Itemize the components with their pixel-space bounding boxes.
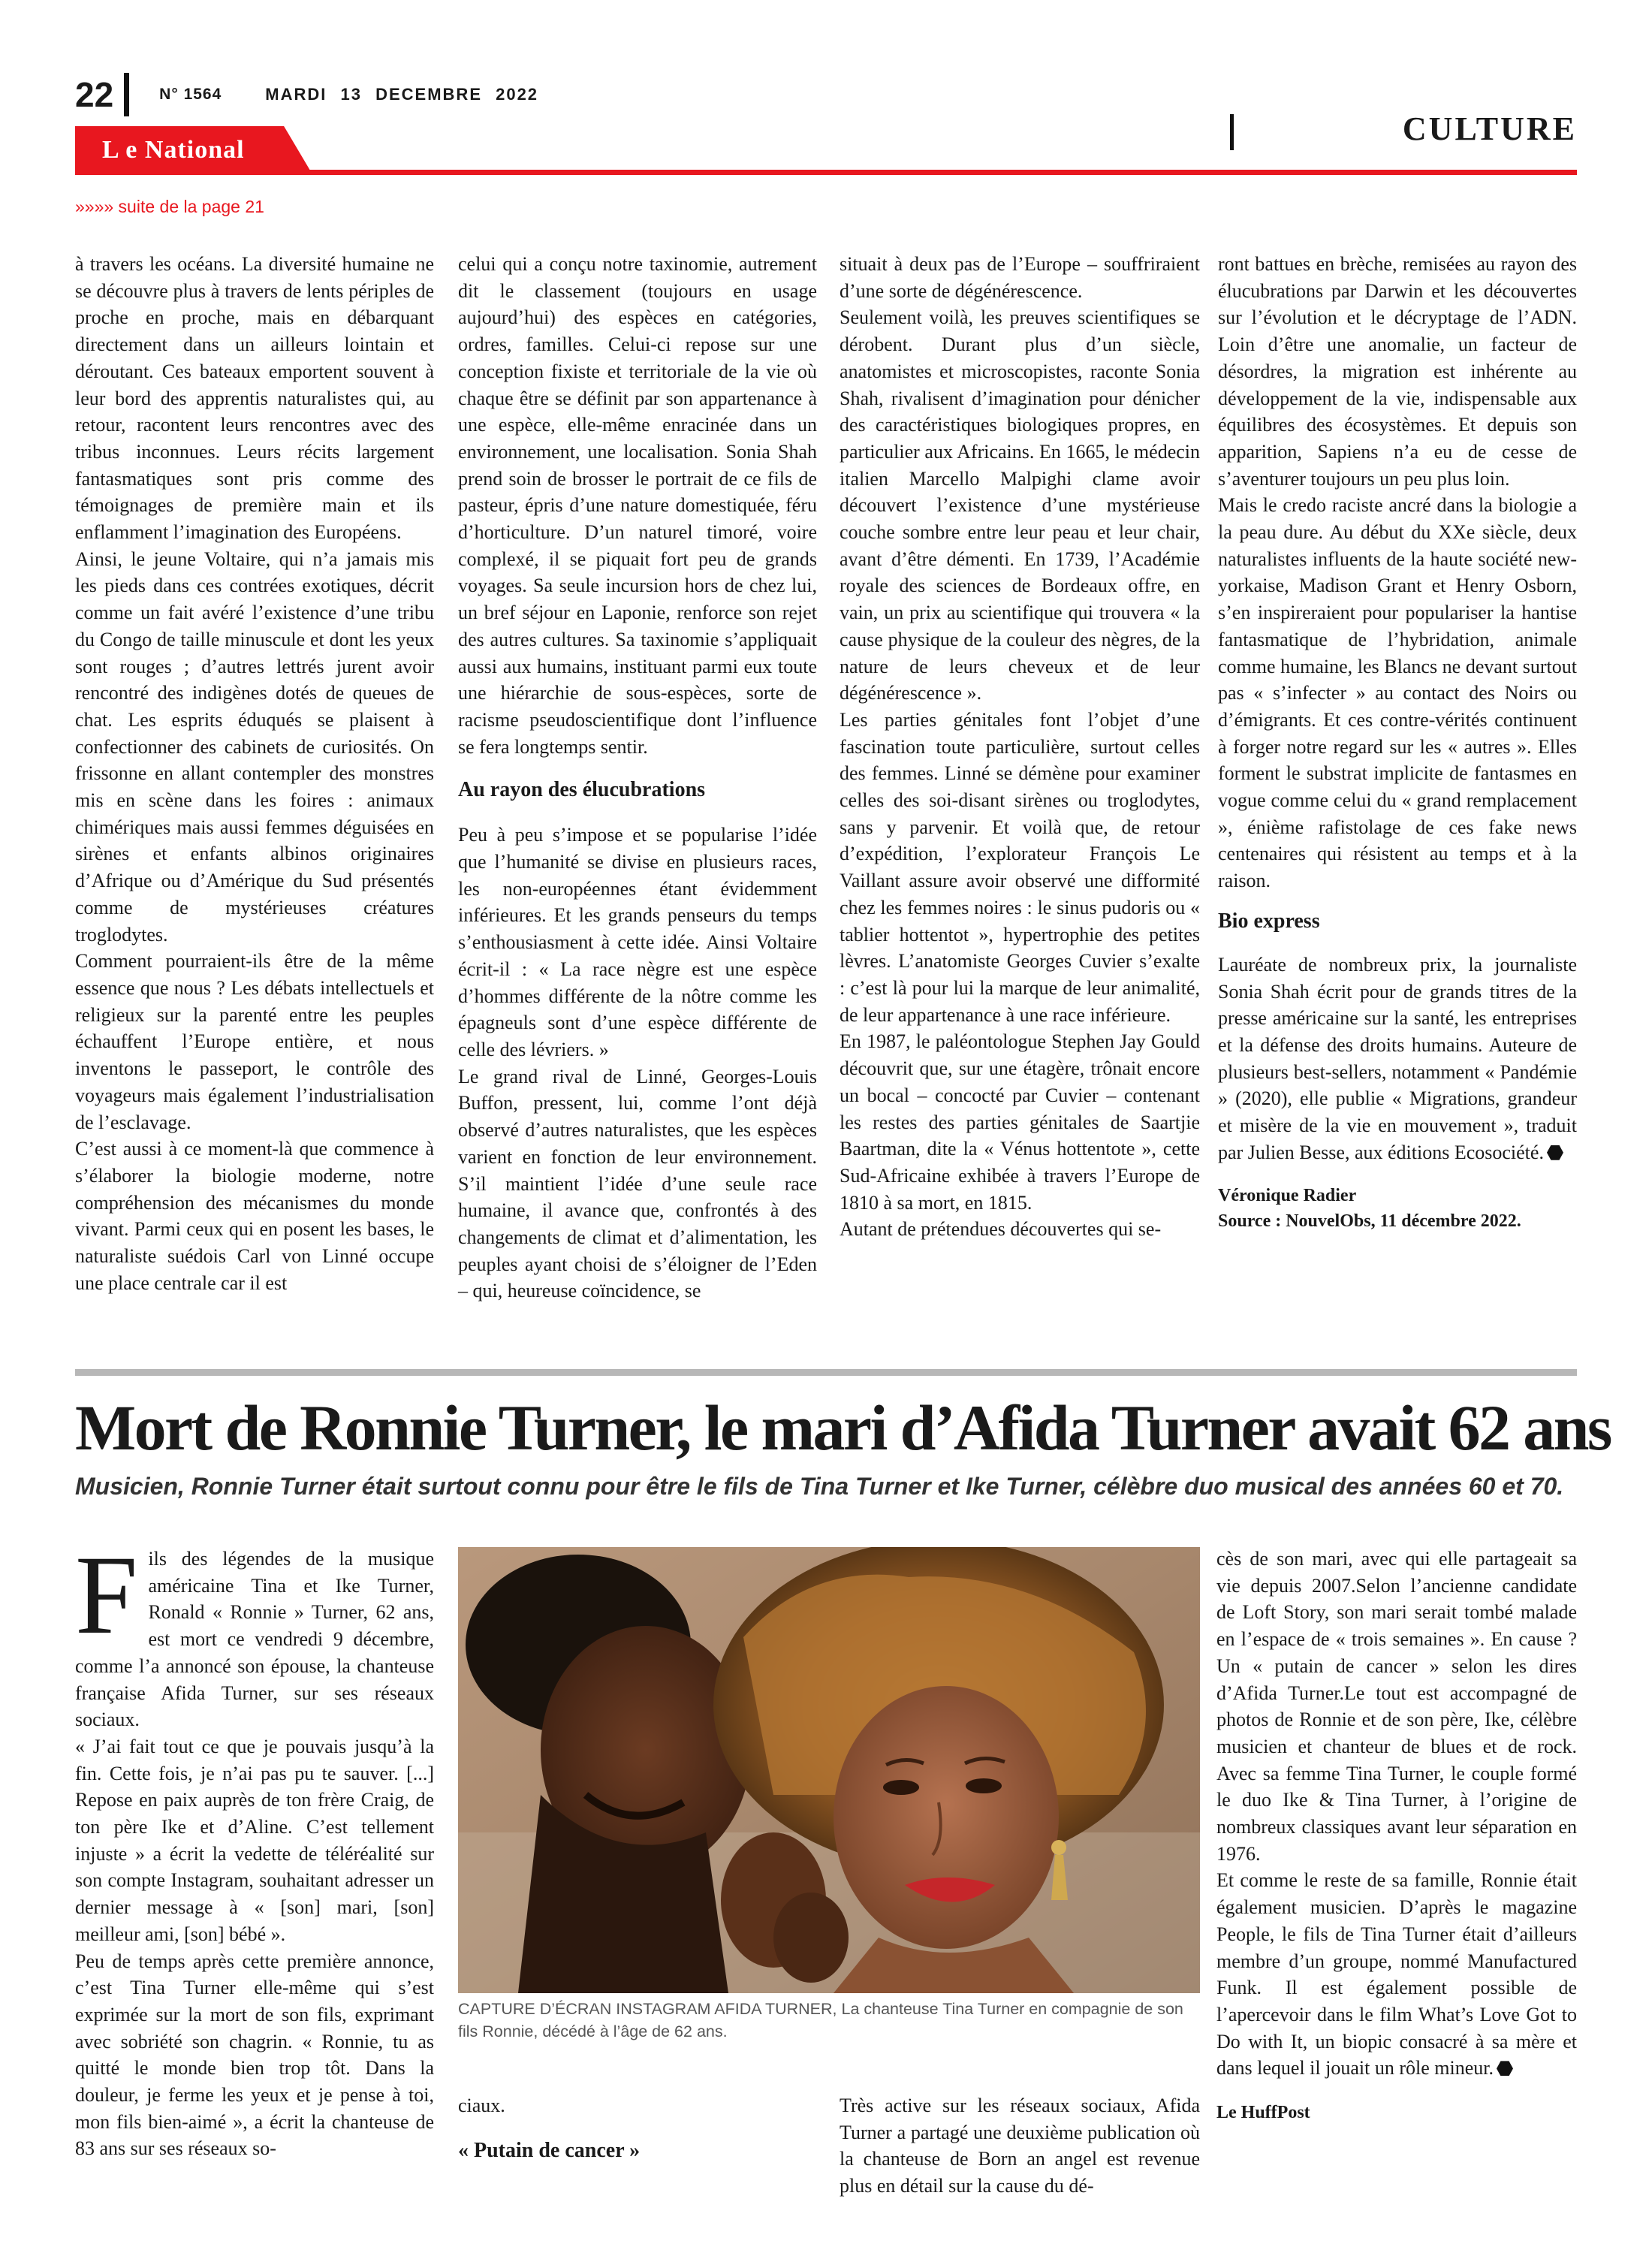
end-mark-icon (1547, 1145, 1563, 1160)
bio-text: Lauréate de nombreux prix, la journaliste Sonia Shah écrit pour de grands titres de la presse américaine sur la santé, les entreprises et la défense des droits humains. Auteure de plusieurs best-sellers, notamment « Pandémie » (2020), elle publie « Migrations, grandeur et misère de la vie en mouvement », traduit par Julien Besse, aux éditions Ecosociété. (1218, 953, 1577, 1163)
paragraph: C’est aussi à ce moment-là que commence à s’élaborer la biologie moderne, notre compréhension des mécanismes du monde vivant. Parmi ceux qui en posent les bases, le naturaliste suédois Carl von Linné occupe une place centrale car il est (75, 1138, 434, 1294)
author-credit: Véronique Radier (1218, 1185, 1357, 1205)
source-credit: Source : NouvelObs, 11 décembre 2022. (1218, 1211, 1521, 1231)
paragraph: situait à deux pas de l’Europe – souffriraient d’une sorte de dégénérescence. (840, 253, 1200, 302)
article2-column-2 (458, 2092, 817, 2164)
page-header (75, 72, 538, 117)
end-mark-icon (1497, 2061, 1513, 2076)
paragraph: « J’ai fait tout ce que je pouvais jusqu’à la fin. Cette fois, je n’ai pas pu te sauver. [...] Repose en paix auprès de ton frère Craig, de ton père Ike et d’Aline. C’est tellement injuste » a écrit la vedette de téléréalité sur son compte Instagram, souhaitant adresser un dernier message à « [son] mari, [son] meilleur ami, [son] bébé ». (75, 1735, 434, 1945)
article1-column-1 (75, 251, 434, 1296)
paragraph: Peu à peu s’impose et se popularise l’idée que l’humanité se divise en plusieurs races, les non-européennes étant évidemment inférieures. Et les grands penseurs du temps s’enthousiasment à cette idée. Ainsi Voltaire écrit-il : « La race nègre est une espèce d’hommes différente de la nôtre comme les épagneuls sont d’une espèce différente de celle des lévriers. » (458, 824, 817, 1060)
subheading: Au rayon des élucubrations (458, 778, 706, 802)
paragraph: Peu de temps après cette première annonce, c’est Tina Turner elle-même qui s’est exprimée sur la mort de son fils, exprimant avec sobriété son chagrin. « Ronnie, tu as quitté le monde bien trop tôt. Dans la douleur, je ferme les yeux et je pense à toi, mon fils bien-aimé », a écrit la chanteuse de 83 ans sur ses réseaux so- (75, 1950, 434, 2160)
paragraph: Seulement voilà, les preuves scientifiques se dérobent. Durant plus d’un siècle, anatomistes et microscopistes, raconte Sonia Shah, rivalisent d’imagination pour dénicher des caractéristiques biologiques propres, en particulier aux Africains. En 1665, le médecin italien Marcello Malpighi clame avoir découvert l’existence d’une mystérieuse couche sombre entre leur peau et leur chair, avant d’être démenti. En 1739, l’Académie royale des sciences de Bordeaux offre, en vain, un prix au scientifique qui trouvera « la cause physique de la couleur des nègres, de la nature de leurs cheveux et de leur dégénérescence ». (840, 306, 1200, 704)
paragraph: Ainsi, le jeune Voltaire, qui n’a jamais mis les pieds dans ces contrées exotiques, décrit comme un fait avéré l’existence d’une tribu du Congo de taille minuscule et dont les yeux sont rouges ; d’autres lettrés jurent avoir rencontré des indigènes dotés de queues de chat. Les esprits éduqués se plaisent à confectionner des cabinets de curiosités. On frissonne en allant contempler des monstres mis en scène dans les foires : animaux chimériques mais aussi femmes déguisées en sirènes et enfants albinos originaires d’Afrique ou d’Amérique du Sud présentés comme de mystérieuses créatures troglodytes. (75, 547, 434, 946)
section-divider (1230, 114, 1234, 150)
paragraph: Mais le credo raciste ancré dans la biologie a la peau dure. Au début du XXe siècle, deux naturalistes influents de la haute société new-yorkaise, Madison Grant et Henry Osborn, s’en inspireraient pour populariser la hantise fantasmatique de l’hybridation, animale comme humaine, les Blancs ne devant surtout pas « s’infecter » au contact des Noirs ou d’émigrants. Et ces contre-vérités continuent à forger notre regard sur les « autres ». Elles forment le substrat implicite de fantasmes en vogue comme celui du « grand remplacement », énième rafistolage de ces fake news centenaires qui résistent au temps et à la raison. (1218, 494, 1577, 892)
paragraph: Autant de prétendues découvertes qui se- (840, 1218, 1162, 1241)
newspaper-brand: L e National (102, 136, 245, 164)
article2-column-3 (840, 2092, 1200, 2200)
page-number-divider (124, 73, 129, 116)
article2-column-1 (75, 1533, 434, 2162)
photo-tina-and-ronnie-turner (458, 1547, 1200, 1993)
paragraph: cès de son mari, avec qui elle partageait sa vie depuis 2007.Selon l’ancienne candidate de Loft Story, son mari serait tombé malade en l’espace de « trois semaines ». En cause ? Un « putain de cancer » selon les dires d’Afida Turner.Le tout est accompagné de photos de Ronnie et de son père, Ike, célèbre musicien et chanteur de blues et de rock. Avec sa femme Tina Turner, le couple formé le duo Ike & Tina Turner, à l’origine de nombreux classiques avant leur séparation en 1976. (1216, 1548, 1577, 1865)
paragraph-text: Et comme le reste de sa famille, Ronnie était également musicien. D’après le magazine People, le fils de Tina Turner était d’ailleurs membre d’un groupe, nommé Manufactured Funk. Il est également possible de l’apercevoir dans le film What’s Love Got to Do with It, un biopic consacré à sa mère et dans lequel il jouait un rôle mineur. (1216, 1869, 1577, 2080)
article-separator (75, 1369, 1577, 1376)
section-title: CULTURE (1402, 110, 1577, 147)
paragraph: Les parties génitales font l’objet d’une fascination toute particulière, surtout celles des femmes. Linné se démène pour examiner celles des soi-disant sirènes ou troglodytes, sans y parvenir. Et voilà que, de retour d’expédition, l’explorateur François Le Vaillant assure avoir observé une difformité chez les femmes noires : le sinus pudoris ou « tablier hottentot », hypertrophie des petites lèvres. L’anatomiste Georges Cuvier s’exalte : c’est là pour lui la marque de leur animalité, de leur appartenance à une race inférieure. (840, 708, 1200, 1026)
paragraph: ciaux. (458, 2095, 505, 2116)
paragraph: à travers les océans. La diversité humaine ne se découvre plus à travers de lents périples de proche en proche, mais en débarquant directement dans un ailleurs lointain et déroutant. Ces bateaux emportent souvent à leur bord des apprentis naturalistes qui, au retour, racontent leurs rencontres avec des tribus inconnues. Leurs récits largement fantasmatiques sont pris comme des témoignages de première main et ils enflamment l’imagination des Européens. (75, 253, 434, 544)
subheading: « Putain de cancer » (458, 2138, 641, 2162)
article1-column-2 (458, 251, 817, 1304)
article2-column-4 (1216, 1546, 1577, 2125)
paragraph: celui qui a conçu notre taxinomie, autrement dit le classement (toujours en usage aujourd’hui) des espèces en catégories, ordres, familles. Celui-ci repose sur une conception fixiste et territoriale de la vie où chaque être se définit par son appartenance à une espèce, elle-même enracinée dans un environnement, une localisation. Sonia Shah prend soin de brosser le portrait de ce fils de pasteur, épris d’une nature domestiquée, féru d’horticulture. D’un naturel timoré, voire complexé, il se piquait fort peu de grands voyages. Sa seule incursion hors de chez lui, un bref séjour en Laponie, renforce son rejet des autres cultures. Sa taxinomie s’appliquait aussi aux humains, instituant parmi eux toute une hiérarchie de sous-espèces, sorte de racisme pseudoscientifique dont l’influence se fera longtemps sentir. (458, 253, 817, 758)
article1-column-4 (1218, 251, 1577, 1234)
paragraph-with-endmark (1216, 1867, 1577, 2082)
article1-column-3 (840, 251, 1200, 1243)
bio-paragraph (1218, 952, 1577, 1166)
issue-date: MARDI 13 DECEMBRE 2022 (265, 85, 539, 104)
paragraph: Comment pourraient-ils être de la même essence que nous ? Les débats intellectuels et religieux sur la parenté entre les peuples échauffent l’Europe entière, et nous inventons le passeport, le contrôle des voyageurs mais également l’industrialisation de l’esclavage. (75, 950, 434, 1133)
header-red-rule (75, 170, 1577, 175)
source-credit: Le HuffPost (1216, 2103, 1310, 2123)
photo-caption: CAPTURE D’ÉCRAN INSTAGRAM AFIDA TURNER, La chanteuse Tina Turner en compagnie de son fils Ronnie, décédé à l’âge de 62 ans. (458, 2000, 1183, 2040)
paragraph: ront battues en brèche, remisées au rayon des élucubrations par Darwin et les découvertes sur l’évolution et le décryptage de l’ADN. Loin d’être une anomalie, un facteur de désordres, la migration est inhérente au développement de la vie, indispensable aux équilibres des écosystèmes. Et depuis son apparition, Sapiens n’a eu de cesse de s’aventurer toujours un peu plus loin. (1218, 253, 1577, 490)
article2-photo (458, 1547, 1200, 1993)
drop-cap: F (75, 1533, 138, 1657)
paragraph: En 1987, le paléontologue Stephen Jay Gould découvrit que, sur une étagère, trônait encore un bocal – concocté par Cuvier – contenant les restes des parties génitales de Saartjie Baartman, dite la « Vénus hottentote », cette Sud-Africaine exhibée à travers l’Europe de 1810 à sa mort, en 1815. (840, 1030, 1200, 1214)
paragraph-with-dropcap (75, 1533, 434, 1733)
paragraph: Très active sur les réseaux sociaux, Afida Turner a partagé une deuxième publication où la chanteuse de Born an angel est revenue plus en détail sur la cause du dé- (840, 2095, 1200, 2197)
paragraph: Le grand rival de Linné, Georges-Louis Buffon, pressent, lui, comme l’ont déjà observé d’autres naturalistes, que les espèces varient en fonction de leur environnement. S’il maintient l’idée d’une seule race humaine, il avance que, confrontés à des changements de climat et d’alimentation, les peuples ayant choisi de s’éloigner de l’Eden – qui, heureuse coïncidence, se (458, 1065, 817, 1302)
subheading: Bio express (1218, 909, 1320, 933)
article2-standfirst: Musicien, Ronnie Turner était surtout connu pour être le fils de Tina Turner et Ike Turner, célèbre duo musical des années 60 et 70. (75, 1473, 1564, 1500)
paragraph-text: ils des légendes de la musique américaine Tina et Ike Turner, Ronald « Ronnie » Turner, 62 ans, est mort ce vendredi 9 décembre, comme l’a annoncé son épouse, la chanteuse française Afida Turner, sur ses réseaux sociaux. (75, 1548, 434, 1731)
continuation-note: »»»» suite de la page 21 (75, 197, 264, 216)
page-number: 22 (75, 75, 114, 114)
article2-headline: Mort de Ronnie Turner, le mari d’Afida Turner avait 62 ans (75, 1392, 1611, 1464)
issue-number: N° 1564 (159, 86, 222, 103)
